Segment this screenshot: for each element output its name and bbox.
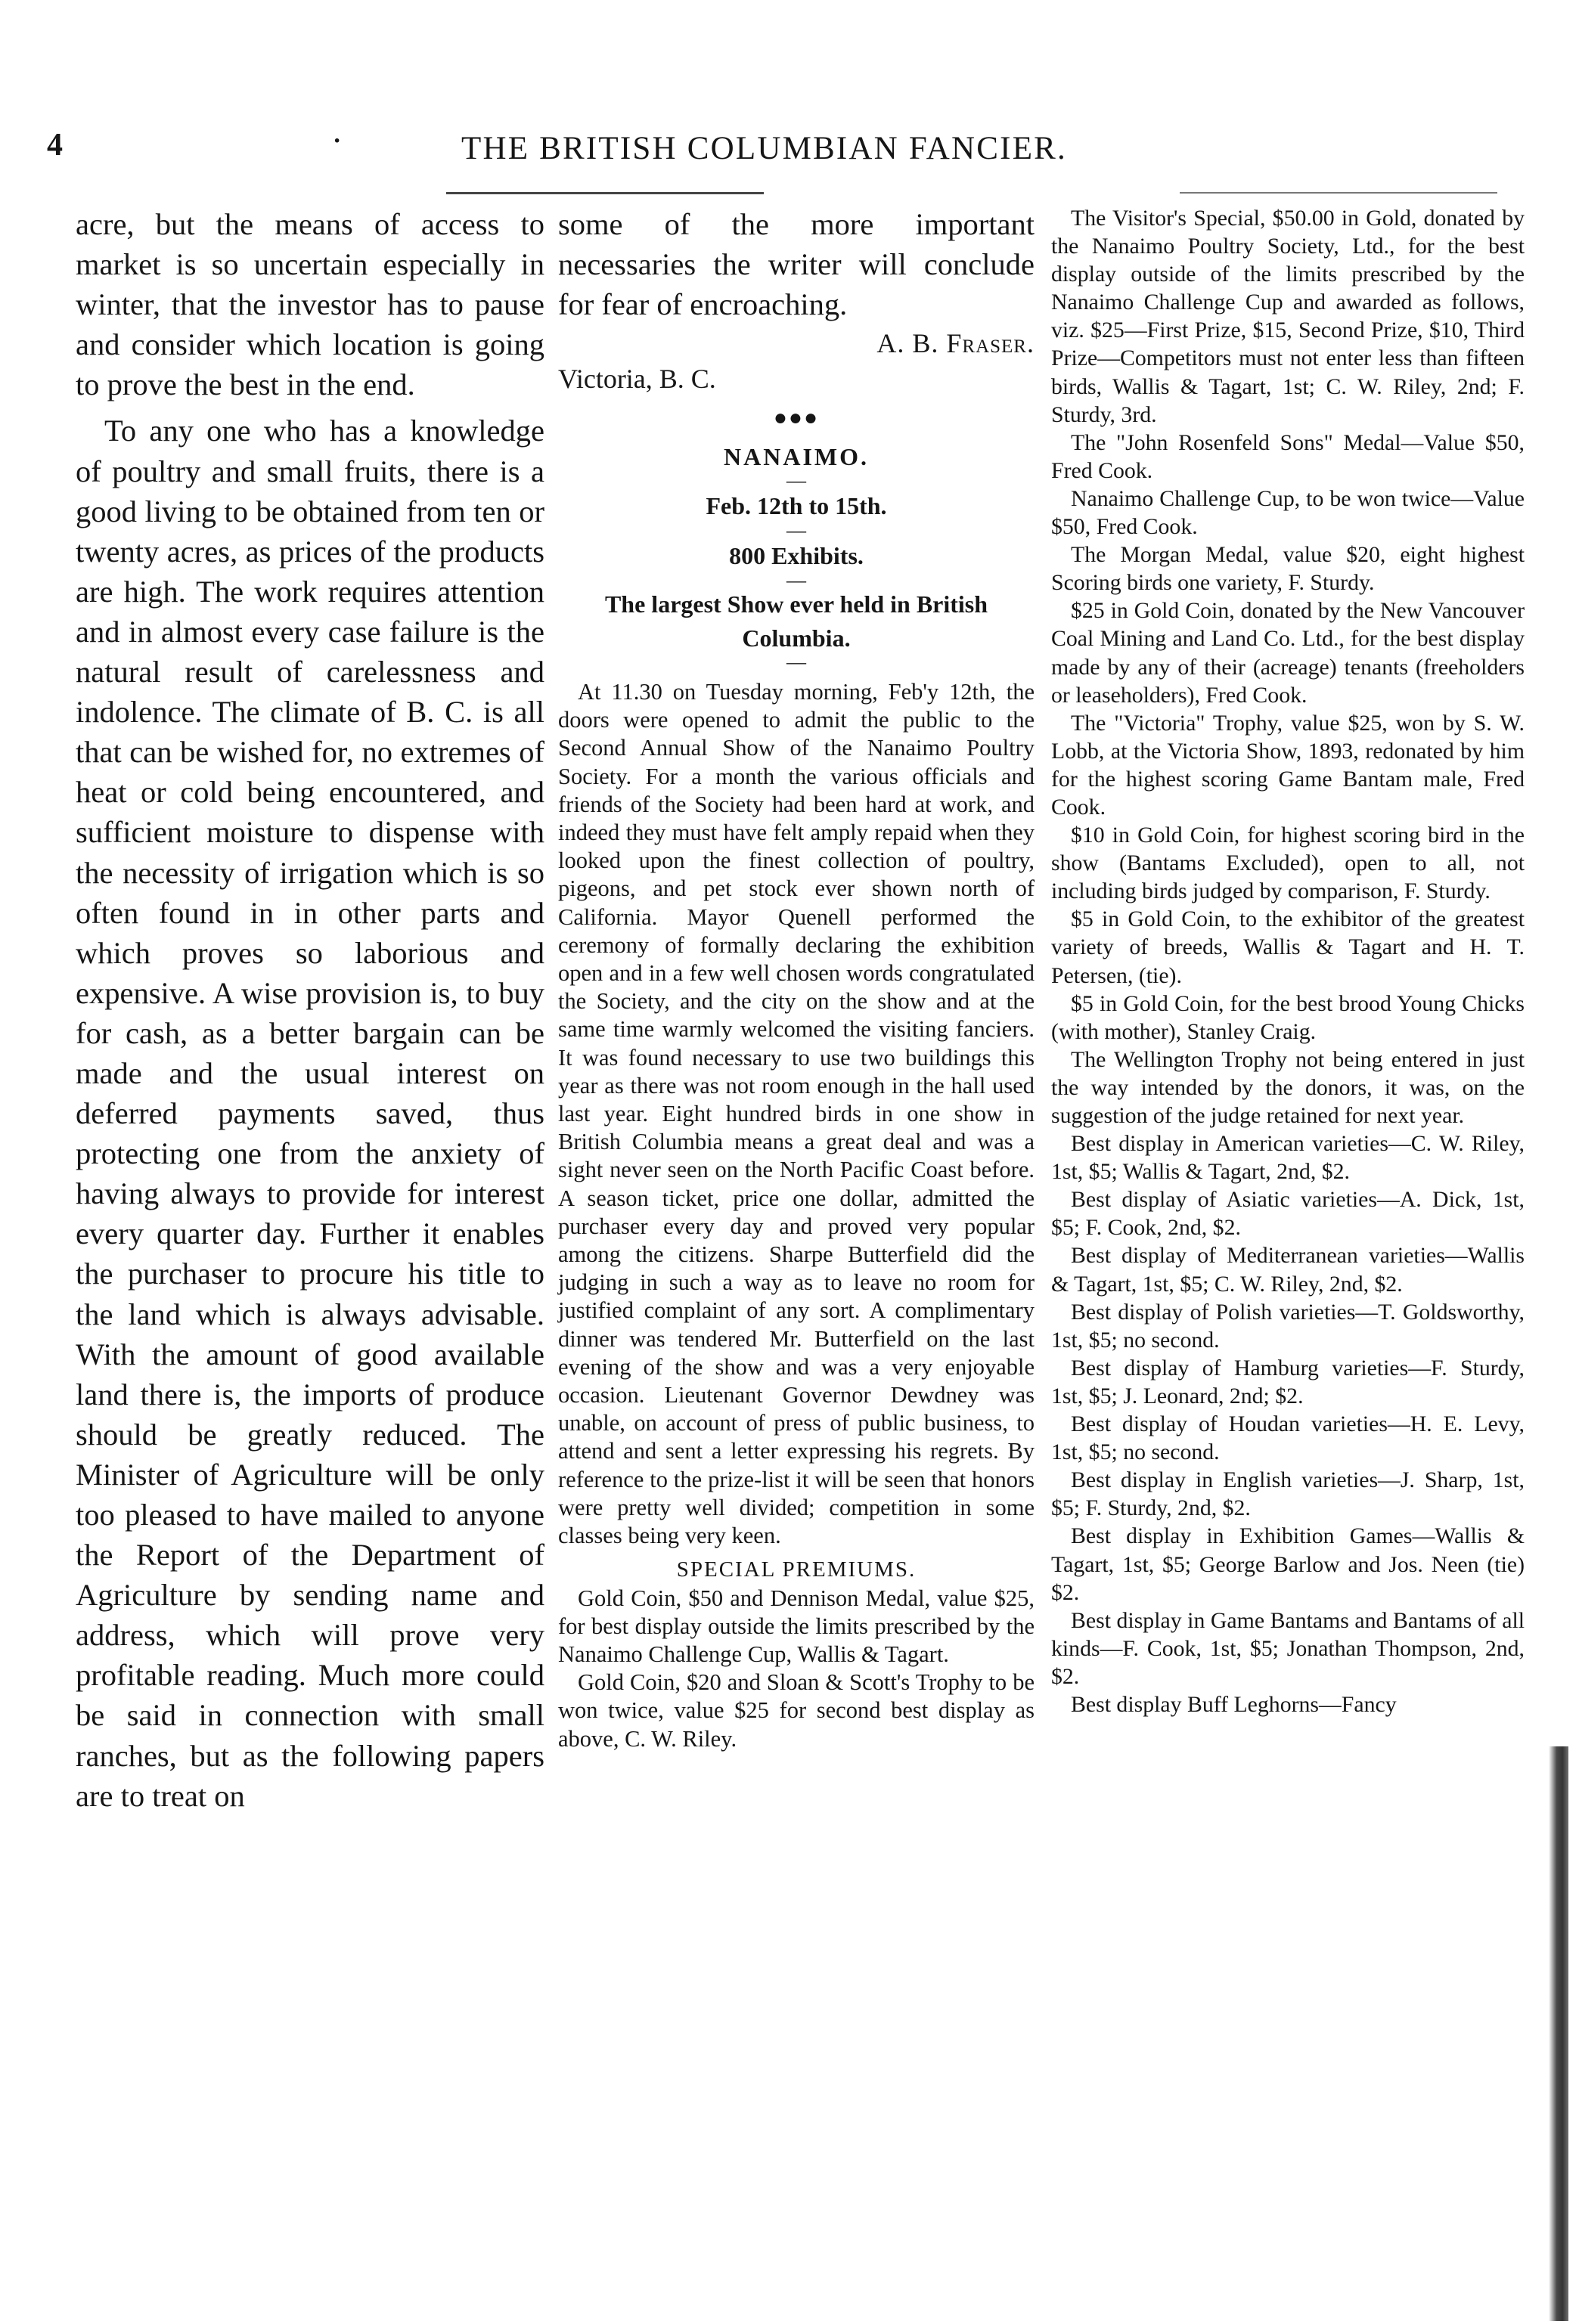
headline-nanaimo: NANAIMO. (724, 443, 869, 470)
premium-entry: Nanaimo Challenge Cup, to be won twice—Value $50, Fred Cook. (1051, 485, 1525, 540)
prize-entry: Best display of Hamburg varieties—F. Sturdy, 1st, $5; J. Leonard, 2nd; $2. (1051, 1355, 1525, 1408)
headline-exhibits: 800 Exhibits. (729, 542, 864, 569)
prize-entry: Best display of Mediterranean varieties—Wallis & Tagart, 1st, $5; C. W. Riley, 2nd, $2. (1051, 1243, 1525, 1297)
dateline-place: Victoria, B. C. (558, 364, 716, 394)
prize-entry: Best display Buff Leghorns—Fancy (1071, 1691, 1397, 1717)
premium-entry: Gold Coin, $50 and Dennison Medal, value $25, for best display outside the limits prescribed by the Nanaimo Challenge Cup, Wallis & Tagart. (558, 1585, 1035, 1667)
author-signature: A. B. Fraser. (876, 328, 1035, 358)
premium-entry: The Visitor's Special, $50.00 in Gold, donated by the Nanaimo Poultry Society, Ltd., for the best display outside of the limits prescribed by the Nanaimo Challenge Cup and awarded as follows, viz. $25—First Prize, $15, Second Prize, $10, Third Prize—Competitors must not enter less than fifteen birds, Wallis & Tagart, 1st; C. W. Riley, 2nd; F. Sturdy, 3rd. (1051, 206, 1525, 427)
prize-entry: Best display in Exhibition Games—Wallis & Tagart, 1st, $5; George Barlow and Jos. Neen (tie) $2. (1051, 1523, 1525, 1605)
prize-entry: Best display in English varieties—J. Sharp, 1st, $5; F. Sturdy, 2nd, $2. (1051, 1467, 1525, 1521)
column-3 (1051, 204, 1525, 1718)
article-paragraph: acre, but the means of access to market is so uncertain especially in winter, that the investor has to pause and consider which location is going to prove the best in the end. (76, 207, 544, 402)
prize-entry: Best display of Polish varieties—T. Goldsworthy, 1st, $5; no second. (1051, 1299, 1525, 1353)
headline-dates: Feb. 12th to 15th. (706, 492, 887, 519)
premium-entry: Gold Coin, $20 and Sloan & Scott's Trophy to be won twice, value $25 for second best display as above, C. W. Riley. (558, 1669, 1035, 1752)
header-rule-right (1180, 192, 1497, 194)
headline-largest-show: The largest Show ever held in British Columbia. (604, 590, 988, 652)
prize-entry: Best display of Asiatic varieties—A. Dick, 1st, $5; F. Cook, 2nd, $2. (1051, 1187, 1525, 1241)
heading-dash: — (786, 469, 806, 491)
heading-dash: — (786, 651, 806, 673)
premium-entry: $10 in Gold Coin, for highest scoring bird in the show (Bantams Excluded), open to all, not including birds judged by comparison, F. Sturdy. (1051, 823, 1525, 904)
section-heading: SPECIAL PREMIUMS. (676, 1557, 917, 1582)
scan-edge-shadow (1549, 1746, 1568, 2321)
article-paragraph: At 11.30 on Tuesday morning, Feb'y 12th, the doors were opened to admit the public to the Second Annual Show of the Nanaimo Poultry Society. For a month the various officials and friends of the Society had been hard at work, and indeed they must have felt amply repaid when they looked upon the finest collection of poultry, pigeons, and pet stock ever shown north of California. Mayor Quenell performed the ceremony of formally declaring the exhibition open and in a few well chosen words congratulated the Society, and the city on the show and at the same time warmly welcomed the visiting fanciers. It was found necessary to use two buildings this year as there was not room enough in the hall used last year. Eight hundred birds in one show in British Columbia means a great deal and was a sight never seen on the North Pacific Coast before. A season ticket, price one dollar, admitted the purchaser every day and proved very popular among the citizens. Sharpe Butterfield did the judging in such a way as to leave no room for justified complaint of any sort. A complimentary dinner was tendered Mr. Butterfield on the last evening of the show and was a very enjoyable occasion. Lieutenant Governor Dewdney was unable, on account of press of public business, to attend and sent a letter expressing his regrets. By reference to the prize-list it will be seen that honors were pretty well divided; competition in some classes being very keen. (558, 679, 1035, 1549)
premium-entry: The Morgan Medal, value $20, eight highest Scoring birds one variety, F. Sturdy. (1051, 542, 1525, 596)
prize-entry: Best display of Houdan varieties—H. E. Levy, 1st, $5; no second. (1051, 1411, 1525, 1465)
prize-entry: Best display in American varieties—C. W. Riley, 1st, $5; Wallis & Tagart, 2nd, $2. (1051, 1131, 1525, 1185)
premium-entry: The "Victoria" Trophy, value $25, won by S. W. Lobb, at the Victoria Show, 1893, redonated by him for the highest scoring Game Bantam male, Fred Cook. (1051, 710, 1525, 820)
prize-entry: Best display in Game Bantams and Bantams of all kinds—F. Cook, 1st, $5; Jonathan Thompson, 2nd, $2. (1051, 1607, 1525, 1689)
column-2 (558, 204, 1035, 1753)
heading-dash: — (786, 519, 806, 541)
header-ornament: · (333, 127, 342, 155)
article-paragraph: some of the more important necessaries the writer will conclude for fear of encroaching. (558, 207, 1035, 321)
column-1 (76, 204, 544, 1816)
page-number: 4 (47, 128, 63, 163)
premium-entry: $5 in Gold Coin, for the best brood Young Chicks (with mother), Stanley Craig. (1051, 990, 1525, 1044)
premium-entry: The "John Rosenfeld Sons" Medal—Value $50, Fred Cook. (1051, 429, 1525, 483)
premium-entry: $25 in Gold Coin, donated by the New Vancouver Coal Mining and Land Co. Ltd., for the best display made by any of their (acreage) tenants (freeholders or leaseholders), Fred Cook. (1051, 598, 1525, 708)
heading-dash: — (786, 569, 806, 591)
masthead: THE BRITISH COLUMBIAN FANCIER. (461, 131, 1067, 166)
premium-entry: $5 in Gold Coin, to the exhibitor of the greatest variety of breeds, Wallis & Tagart and H. T. Petersen, (tie). (1051, 906, 1525, 988)
header-rule (446, 192, 764, 194)
article-paragraph: To any one who has a knowledge of poultry and small fruits, there is a good living to be obtained from ten or twenty acres, as prices of the products are high. The work requires attention and in almost every case failure is the natural result of carelessness and indolence. The climate of B. C. is all that can be wished for, no extremes of heat or cold being encountered, and sufficient moisture to dispense with the necessity of irrigation which is so often found in in other parts and which proves so laborious and expensive. A wise provision is, to buy for cash, as a better bargain can be made and the usual interest on deferred payments saved, thus protecting one from the anxiety of having always to provide for interest every quarter day. Further it enables the purchaser to procure his title to the land which is always advisable. With the amount of good available land there is, the imports of produce should be greatly reduced. The Minister of Agriculture will be only too pleased to have mailed to anyone the Report of the Department of Agriculture by sending name and address, which will prove very profitable reading. Much more could be said in connection with small ranches, but as the following papers are to treat on (76, 414, 544, 1813)
section-ornament: ●●● (773, 405, 820, 430)
premium-entry: The Wellington Trophy not being entered in just the way intended by the donors, it was, on the suggestion of the judge retained for next year. (1051, 1046, 1525, 1128)
